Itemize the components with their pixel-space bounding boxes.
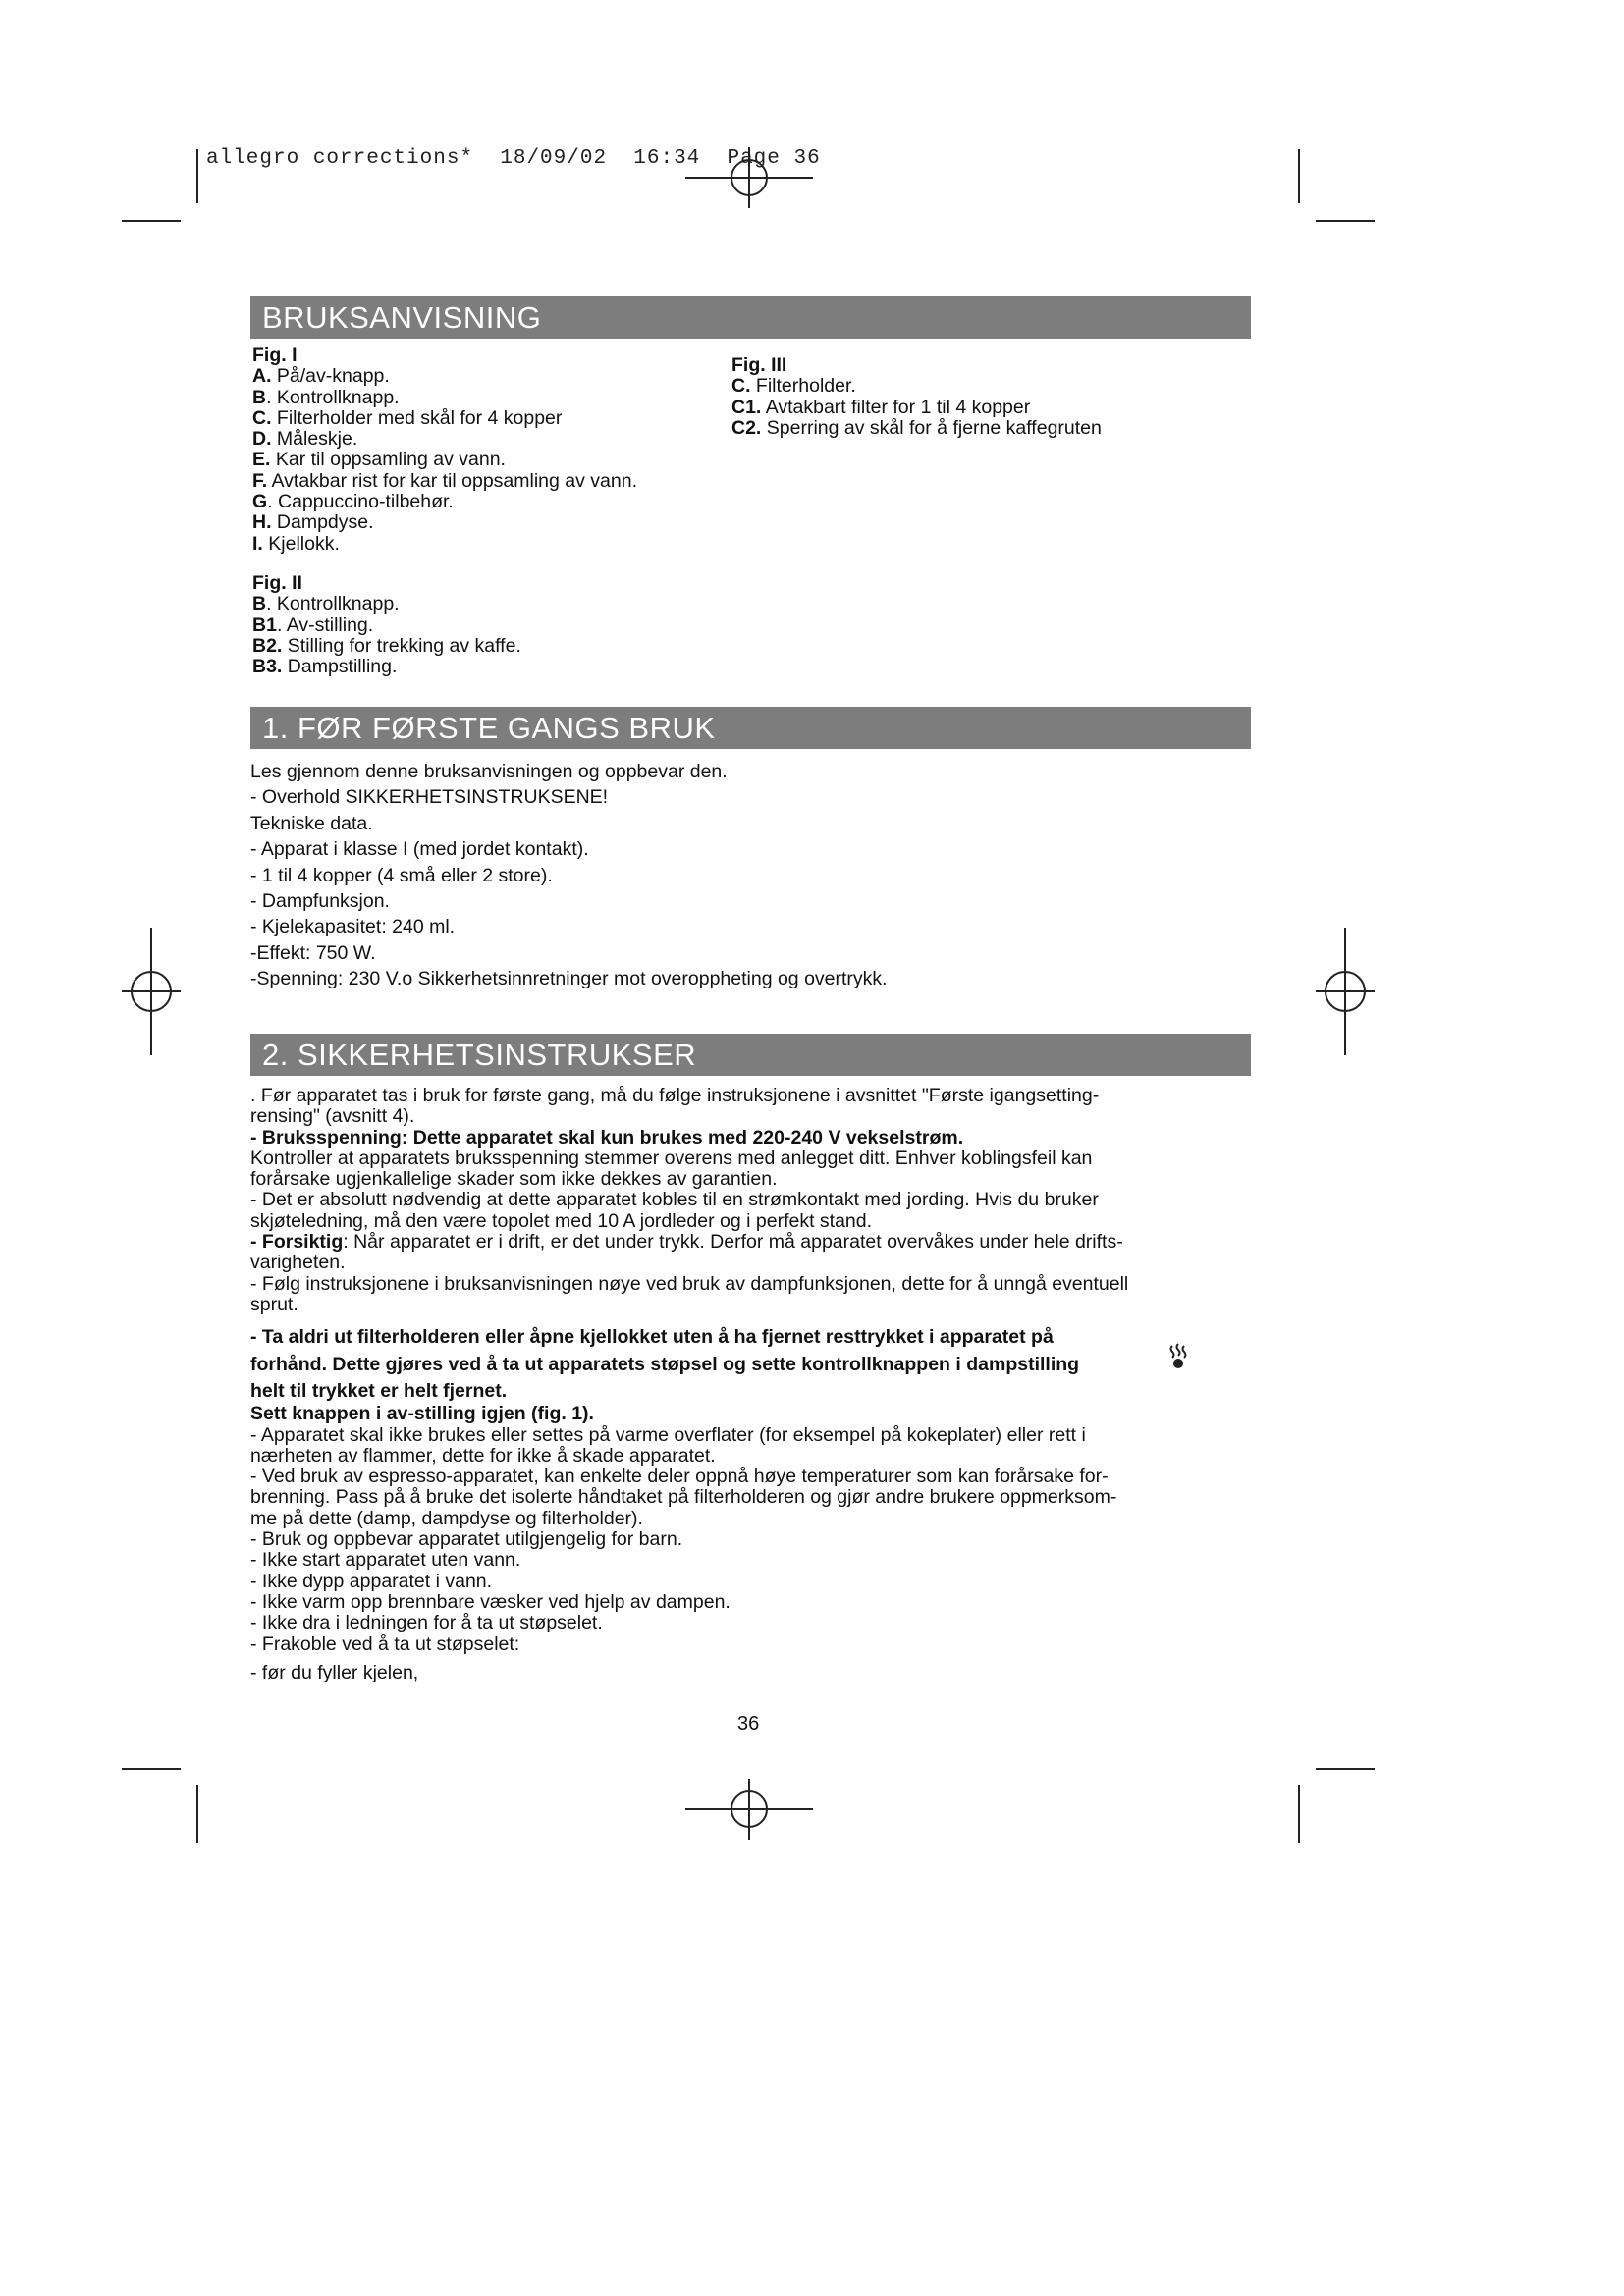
- s2-para-6a: - Følg instruksjonene i bruksanvisningen nøye ved bruk av dampfunksjonen, dette for å unngå eventuell: [250, 1272, 1129, 1295]
- crop-mark: [196, 149, 198, 203]
- fig1-item-key: F.: [252, 469, 268, 492]
- fig1-list: [252, 346, 637, 555]
- s2-para-1a: . Før apparatet tas i bruk for første gang, må du følge instruksjonene i avsnittet "Første igangsetting-: [250, 1085, 1100, 1106]
- fig1-item: [252, 408, 637, 429]
- fig2-item-key: B3.: [252, 656, 283, 678]
- s2-list-line: - Bruk og oppbevar apparatet utilgjengelig for barn.: [250, 1528, 683, 1551]
- s2-warning-1: - Ta aldri ut filterholderen eller åpne kjellokket uten å ha fjernet resttrykket i apparatet på: [250, 1326, 1054, 1349]
- fig3-item-text: Avtakbart filter for 1 til 4 kopper: [761, 396, 1031, 418]
- s2-list-line: - Ikke varm opp brennbare væsker ved hjelp av dampen.: [250, 1590, 731, 1613]
- fig1-item: [252, 492, 637, 512]
- s1-line: Les gjennom denne bruksanvisningen og oppbevar den.: [250, 761, 728, 782]
- s2-caution-label: - Forsiktig: [250, 1231, 344, 1254]
- fig1-item-text: . Cappuccino-tilbehør.: [267, 491, 454, 513]
- fig2-item-key: B1: [252, 614, 277, 636]
- s2-list-line: - Ikke dra i ledningen for å ta ut støpselet.: [250, 1612, 603, 1634]
- registration-mark-icon: [685, 147, 813, 208]
- s2-para-5b: varigheten.: [250, 1252, 346, 1274]
- s2-caution-text: : Når apparatet er i drift, er det under trykk. Derfor må apparatet overvåkes under hele drifts-: [343, 1231, 1123, 1254]
- steam-icon: [1166, 1343, 1190, 1370]
- s2-list-line: - Ved bruk av espresso-apparatet, kan enkelte deler oppnå høye temperaturer som kan forårsake for-: [250, 1466, 1109, 1488]
- crop-mark: [196, 1785, 198, 1843]
- s2-list-line: - Ikke start apparatet uten vann.: [250, 1549, 521, 1572]
- fig1-item: [252, 366, 637, 387]
- s2-list: [250, 1425, 1128, 1655]
- s1-line: - 1 til 4 kopper (4 små eller 2 store).: [250, 864, 553, 886]
- s2-list-line: - Ikke dypp apparatet i vann.: [250, 1570, 493, 1592]
- s2-para-4a: - Det er absolutt nødvendig at dette apparatet kobles til en strømkontakt med jording. Hvis du bruker: [250, 1189, 1099, 1211]
- print-slug: allegro corrections* 18/09/02 16:34 Page 36: [206, 147, 821, 170]
- s2-list-line: me på dette (damp, dampdyse og filterholder).: [250, 1507, 643, 1529]
- s1-line: - Kjelekapasitet: 240 ml.: [250, 916, 456, 938]
- fig1-item-key: H.: [252, 511, 272, 534]
- s2-para-3b: forårsake ugjenkallelige skader som ikke dekkes av garantien.: [250, 1168, 778, 1191]
- fig2-items: [252, 594, 521, 677]
- registration-mark-icon: [1316, 928, 1375, 1055]
- fig1-item-key: D.: [252, 428, 272, 451]
- crop-mark: [1298, 149, 1300, 203]
- section-1-body: [250, 759, 888, 992]
- s1-line: - Overhold SIKKERHETSINSTRUKSENE!: [250, 786, 609, 809]
- fig1-item: [252, 429, 637, 450]
- fig3-item-key: C1.: [731, 396, 762, 418]
- section-2-body: [250, 1086, 1128, 1683]
- fig1-item: [252, 512, 637, 533]
- section-header-2: 2. SIKKERHETSINSTRUKSER: [250, 1034, 1251, 1076]
- fig2-item-key: B: [252, 593, 267, 615]
- fig1-item-key: I.: [252, 532, 263, 555]
- registration-mark-icon: [685, 1779, 813, 1840]
- fig2-item: [252, 636, 521, 657]
- s2-list-line: nærheten av flammer, dette for ikke å skade apparatet.: [250, 1444, 716, 1467]
- s2-list-line: - Apparatet skal ikke brukes eller settes på varme overflater (for eksempel på kokeplater) eller rett i: [250, 1423, 1086, 1446]
- fig3-item-text: Filterholder.: [750, 375, 856, 398]
- section-header-bruksanvisning: BRUKSANVISNING: [250, 296, 1251, 339]
- s2-warning-4: Sett knappen i av-stilling igjen (fig. 1).: [250, 1403, 594, 1425]
- s2-warning-3: helt til trykket er helt fjernet.: [250, 1380, 508, 1403]
- fig1-item: [252, 388, 637, 408]
- fig1-item-text: . Kontrollknapp.: [266, 386, 400, 408]
- fig1-item: [252, 471, 637, 492]
- page-number: 36: [737, 1713, 760, 1735]
- s2-list-line: - Frakoble ved å ta ut støpselet:: [250, 1632, 520, 1655]
- fig2-item-text: . Av-stilling.: [276, 614, 374, 636]
- fig2-item: [252, 594, 521, 614]
- fig1-items: [252, 366, 637, 555]
- fig1-item-key: G: [252, 491, 268, 513]
- fig1-item-key: A.: [252, 365, 272, 388]
- fig1-item-text: Måleskje.: [271, 428, 358, 451]
- s1-line: - Dampfunksjon.: [250, 890, 390, 913]
- fig3-items: [731, 376, 1102, 439]
- fig3-item-text: Sperring av skål for å fjerne kaffegruten: [761, 416, 1102, 439]
- fig1-item: [252, 534, 637, 555]
- crop-mark: [1298, 1785, 1300, 1843]
- fig2-item: [252, 615, 521, 636]
- section-header-1: 1. FØR FØRSTE GANGS BRUK: [250, 707, 1251, 749]
- registration-mark-icon: [122, 928, 181, 1055]
- s2-para-6b: sprut.: [250, 1293, 298, 1315]
- fig1-item-key: B: [252, 386, 267, 408]
- fig3-item-key: C.: [731, 375, 751, 398]
- s2-para-1b: rensing" (avsnitt 4).: [250, 1105, 415, 1128]
- s1-line: -Spenning: 230 V.o Sikkerhetsinnretninger mot overoppheting og overtrykk.: [250, 968, 888, 990]
- crop-mark: [1316, 1768, 1375, 1770]
- crop-mark: [122, 1768, 181, 1770]
- fig3-title: Fig. III: [731, 354, 787, 376]
- s2-last-line: - før du fyller kjelen,: [250, 1661, 419, 1683]
- s2-para-5a: [250, 1232, 1128, 1253]
- fig1-item-text: På/av-knapp.: [271, 365, 390, 388]
- fig3-item: [731, 398, 1102, 418]
- fig2-list: [252, 573, 521, 677]
- s1-line: Tekniske data.: [250, 812, 373, 834]
- fig1-item-text: Kjellokk.: [262, 532, 340, 555]
- fig2-title: Fig. II: [252, 572, 302, 594]
- crop-mark: [1316, 220, 1375, 222]
- fig3-item: [731, 376, 1102, 397]
- fig2-item: [252, 657, 521, 677]
- fig1-title: Fig. I: [252, 345, 298, 366]
- crop-mark: [122, 220, 181, 222]
- fig1-item: [252, 450, 637, 470]
- fig3-item-key: C2.: [731, 416, 762, 439]
- fig2-item-key: B2.: [252, 634, 283, 657]
- fig2-item-text: . Kontrollknapp.: [266, 593, 400, 615]
- fig1-item-text: Dampdyse.: [271, 511, 374, 534]
- fig1-item-key: E.: [252, 449, 271, 471]
- fig1-item-text: Kar til oppsamling av vann.: [270, 449, 506, 471]
- s2-list-line: brenning. Pass på å bruke det isolerte håndtaket på filterholderen og gjør andre brukere oppmerksom-: [250, 1486, 1117, 1509]
- s2-para-4b: skjøteledning, må den være topolet med 10 A jordleder og i perfekt stand.: [250, 1209, 873, 1232]
- fig2-item-text: Dampstilling.: [282, 656, 398, 678]
- s2-warning-2: forhånd. Dette gjøres ved å ta ut apparatets støpsel og sette kontrollknappen i dampstilling: [250, 1354, 1080, 1376]
- fig1-item-key: C.: [252, 406, 272, 429]
- s2-para-3a: Kontroller at apparatets bruksspenning stemmer overens med anlegget ditt. Enhver koblingsfeil kan: [250, 1147, 1093, 1169]
- fig2-item-text: Stilling for trekking av kaffe.: [282, 634, 521, 657]
- s1-line: - Apparat i klasse I (med jordet kontakt).: [250, 838, 589, 861]
- fig3-list: [731, 355, 1102, 439]
- s1-line: -Effekt: 750 W.: [250, 941, 376, 964]
- s2-voltage-warning: - Bruksspenning: Dette apparatet skal kun brukes med 220-240 V vekselstrøm.: [250, 1126, 964, 1148]
- fig1-item-text: Avtakbar rist for kar til oppsamling av vann.: [267, 469, 637, 492]
- fig1-item-text: Filterholder med skål for 4 kopper: [271, 406, 563, 429]
- fig3-item: [731, 418, 1102, 439]
